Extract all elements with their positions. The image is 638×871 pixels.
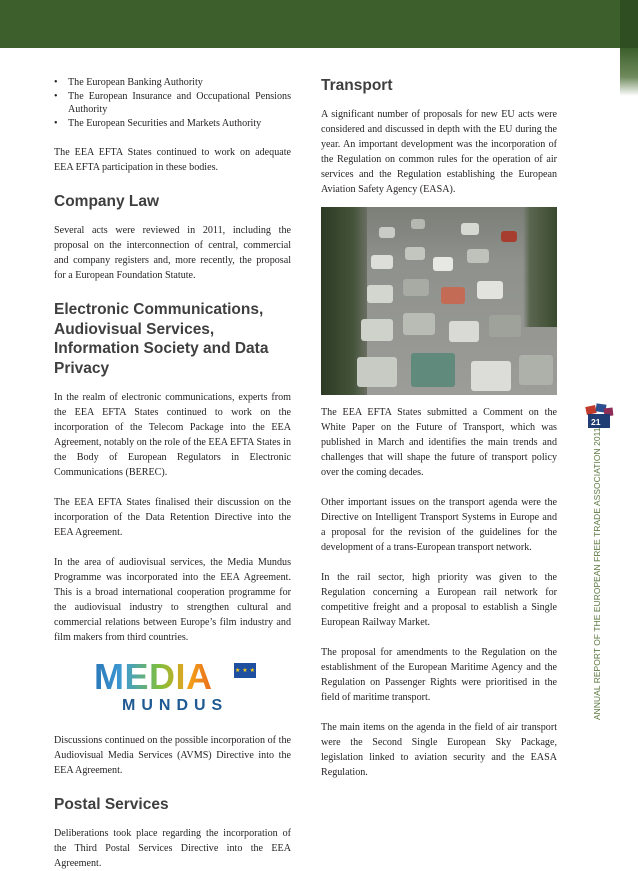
photo-car bbox=[477, 281, 503, 299]
photo-vegetation-right bbox=[523, 207, 557, 327]
photo-car bbox=[471, 361, 511, 391]
heading-company-law: Company Law bbox=[54, 193, 160, 211]
photo-car bbox=[405, 247, 425, 260]
heading-electronic-communications: Electronic Communications, Audiovisual Services, Information Society and Data Privacy bbox=[54, 301, 269, 377]
page-number: 21 bbox=[591, 417, 601, 427]
heading-postal-services: Postal Services bbox=[54, 796, 169, 814]
photo-car bbox=[403, 313, 435, 335]
photo-car bbox=[449, 321, 479, 342]
photo-car bbox=[433, 257, 453, 271]
report-side-title: ANNUAL REPORT OF THE EUROPEAN FREE TRADE ASSOCIATION 2011 bbox=[592, 427, 602, 720]
list-item: • The European Banking Authority bbox=[54, 77, 203, 88]
paragraph: In the realm of electronic communications, experts from the EEA EFTA States continued to work on the incorporation of the Telecom Package into the EEA Agreement, notably on the role of the EEA EFTA States in the Body of European Regulators in Electronic Communications (BEREC). bbox=[54, 392, 291, 479]
photo-car bbox=[379, 227, 395, 238]
media-mundus-logo bbox=[54, 653, 291, 729]
photo-car bbox=[411, 219, 425, 229]
photo-car bbox=[357, 357, 397, 387]
paragraph: In the rail sector, high priority was given to the Regulation concerning a European rail network for competitive freight and a proposal to establish a Single European Railway Market. bbox=[321, 572, 557, 628]
photo-car bbox=[489, 315, 521, 337]
photo-car bbox=[467, 249, 489, 263]
paragraph: Discussions continued on the possible incorporation of the Audiovisual Media Services (AVMS) Directive into the EEA Agreement. bbox=[54, 735, 291, 777]
paragraph: Several acts were reviewed in 2011, including the proposal on the interconnection of central, commercial and company registers and, more recently, the proposal for a European Foundation Statute. bbox=[54, 225, 291, 282]
photo-car bbox=[519, 355, 553, 385]
header-band bbox=[0, 0, 638, 48]
paragraph: A significant number of proposals for new EU acts were considered and discussed in depth with the EU during the year. An important development was the incorporation of the Regulation on common rules for the operation of air services and the Regulation establishing the European Aviation Safety Agency (EASA). bbox=[321, 109, 557, 195]
paragraph: The main items on the agenda in the field of air transport were the Second Single European Sky Package, legislation linked to aviation security and the EASA Regulation. bbox=[321, 722, 557, 778]
paragraph: The proposal for amendments to the Regulation on the establishment of the European Maritime Agency and the Regulation on Passenger Rights were prioritised in the field of maritime transport. bbox=[321, 647, 557, 703]
eu-flag-icon: ★ ★ ★ bbox=[234, 663, 256, 678]
paragraph: Other important issues on the transport agenda were the Directive on Intelligent Transport Systems in Europe and a proposal for the revision of the guidelines for the development of a trans-European transport network. bbox=[321, 497, 557, 553]
photo-car bbox=[403, 279, 429, 296]
photo-car bbox=[461, 223, 479, 235]
photo-car bbox=[441, 287, 465, 304]
header-band-corner bbox=[620, 48, 638, 96]
paragraph: The EEA EFTA States continued to work on adequate EEA EFTA participation in these bodies. bbox=[54, 147, 291, 174]
bullet-icon: • bbox=[54, 90, 58, 102]
bullet-icon: • bbox=[54, 117, 58, 129]
traffic-photo bbox=[321, 207, 557, 395]
photo-car bbox=[501, 231, 517, 242]
heading-transport: Transport bbox=[321, 77, 393, 94]
list-item: • The European Insurance and Occupational Pensions Authority bbox=[54, 90, 291, 116]
list-item: • The European Securities and Markets Authority bbox=[54, 117, 262, 129]
left-column bbox=[54, 76, 291, 871]
paragraph: The EEA EFTA States finalised their discussion on the incorporation of the Data Retention Directive into the EEA Agreement. bbox=[54, 497, 291, 539]
logo-word: MEDIA bbox=[94, 656, 213, 698]
photo-car bbox=[367, 285, 393, 303]
paragraph: In the area of audiovisual services, the Media Mundus Programme was incorporated into the EEA Agreement. This is a broad international cooperation programme for the audiovisual industry to strengthen cultural and commercial relations between Europe’s film industry and film makers from third countries. bbox=[54, 557, 291, 644]
paragraph: The EEA EFTA States submitted a Comment on the White Paper on the Future of Transport, which was published in March and identifies the main trends and challenges that will shape the future of transport policy over the coming decades. bbox=[321, 407, 557, 478]
photo-car bbox=[371, 255, 393, 269]
bullet-icon: • bbox=[54, 77, 58, 88]
paragraph: Deliberations took place regarding the incorporation of the Third Postal Services Directive into the EEA Agreement. bbox=[54, 828, 291, 870]
photo-car bbox=[361, 319, 393, 341]
right-column bbox=[321, 76, 557, 780]
photo-car bbox=[411, 353, 455, 387]
logo-subtitle: MUNDUS bbox=[122, 697, 229, 715]
authority-list bbox=[54, 76, 291, 130]
